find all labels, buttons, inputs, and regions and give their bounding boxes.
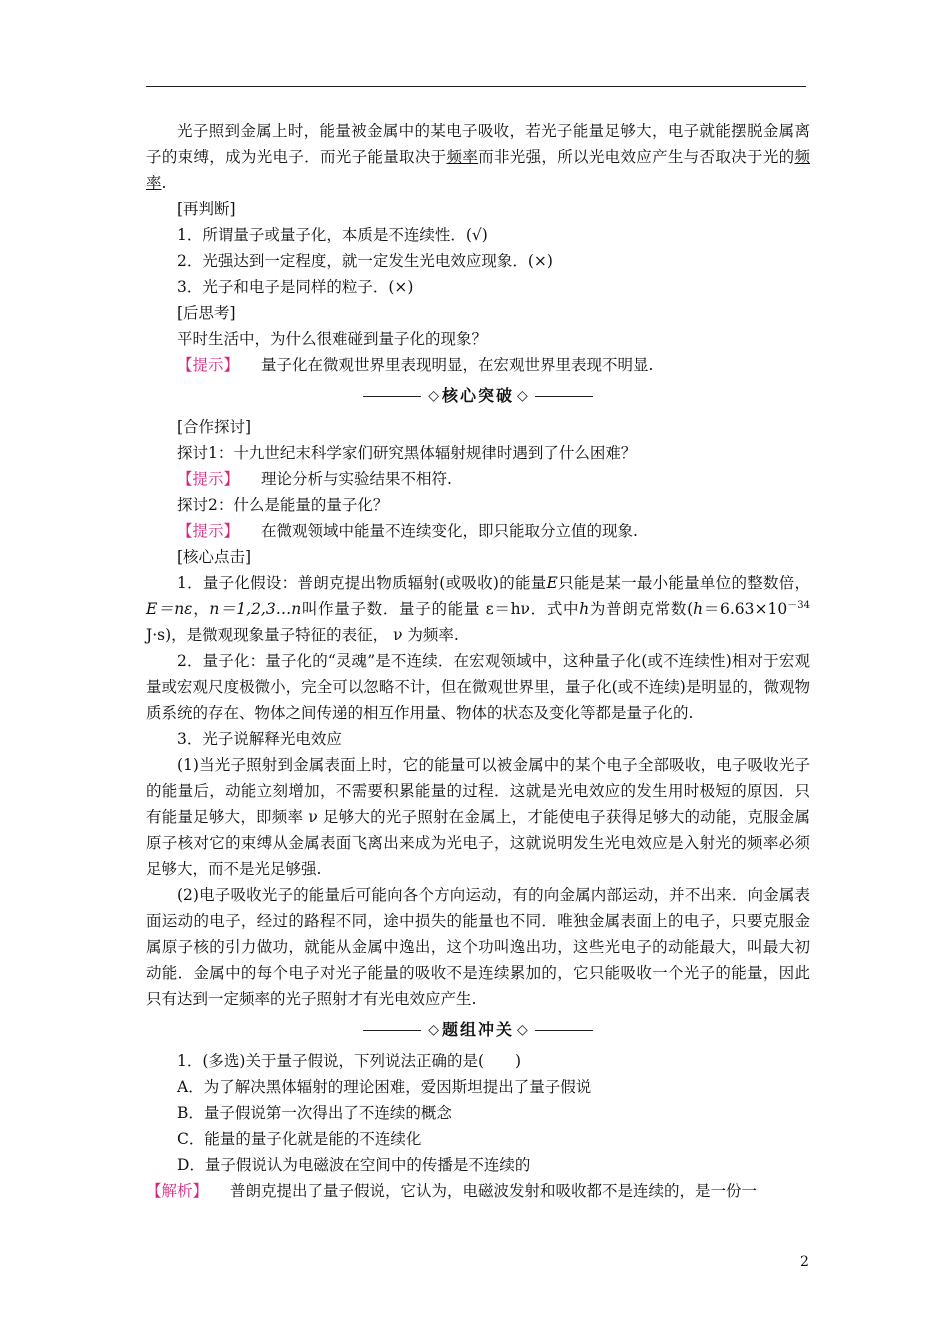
math-var: E — [546, 574, 558, 592]
math-var: h — [693, 600, 704, 618]
core-heading: [核心点击] — [177, 548, 252, 566]
text: J·s)，是微观现象量子特征的表征， ν 为频率. — [146, 626, 459, 644]
title-rule — [363, 396, 421, 397]
blank-answer: 频率 — [446, 148, 479, 166]
tip-label: 【提示】 — [177, 470, 240, 488]
tip-label: 【提示】 — [177, 522, 240, 540]
rejudge-item: 3．光子和电子是同样的粒子．(×) — [177, 278, 414, 296]
exercise-option: C．能量的量子化就是能的不连续化 — [177, 1130, 422, 1148]
section-title-exercises — [146, 1012, 810, 1048]
text: 只能是某一最小能量单位的整数倍， — [557, 574, 810, 592]
section-title-core — [146, 378, 810, 414]
rejudge-heading: [再判断] — [177, 200, 236, 218]
intro-text: 而非光强，所以光电效应产生与否取决于光的 — [478, 148, 795, 166]
rejudge-item: 1．所谓量子或量子化，本质是不连续性．(√) — [177, 226, 488, 244]
answer-analysis — [146, 1178, 810, 1204]
title-rule — [535, 1030, 593, 1031]
tip-text: 在微观领域中能量不连续变化，即只能取分立值的现象. — [261, 522, 638, 540]
intro-text: . — [161, 174, 167, 192]
text: 为普朗克常数( — [589, 600, 694, 618]
answer-label: 【解析】 — [146, 1182, 209, 1200]
header-rule — [146, 86, 806, 87]
tip-line — [146, 466, 810, 492]
page-number: 2 — [800, 1254, 809, 1270]
diamond-icon: ◇ — [428, 388, 439, 404]
core-point-2: 2．量子化：量子化的“灵魂”是不连续．在宏观领域中，这种量子化(或不连续性)相对于宏观量或宏观尺度极微小，完全可以忽略不计，但在微观世界里，量子化(或不连续)是明显的，微观物质系统的存在、物体之间传递的相互作用量、物体的状态及变化等都是量子化的. — [146, 652, 810, 722]
intro-paragraph — [146, 118, 810, 196]
discussion-question: 探讨1：十九世纪末科学家们研究黑体辐射规律时遇到了什么困难？ — [177, 444, 637, 462]
tip-label: 【提示】 — [177, 356, 240, 374]
section-title-text: 题组冲关 — [441, 1020, 514, 1039]
diamond-icon: ◇ — [517, 1022, 528, 1038]
rejudge-item: 2．光强达到一定程度，就一定发生光电效应现象．(×) — [177, 252, 553, 270]
title-rule — [363, 1030, 421, 1031]
text: 叫作量子数．量子的能量 ε＝hν．式中 — [301, 600, 580, 618]
diamond-icon: ◇ — [428, 1022, 439, 1038]
exponent: －34 — [787, 599, 810, 611]
page-content — [146, 118, 810, 1204]
math-eq: n＝1,2,3…n — [209, 600, 302, 618]
math-var: h — [579, 600, 590, 618]
core-point-3-2: (2)电子吸收光子的能量后可能向各个方向运动，有的向金属内部运动，并不出来．向金属表面运动的电子，经过的路程不同，途中损失的能量也不同．唯独金属表面上的电子，只要克服金属原子核的引力做功，就能从金属中逸出，这个功叫逸出功，这些光电子的动能最大，叫最大初动能．金属中的每个电子对光子能量的吸收不是连续累加的，它只能吸收一个光子的能量，因此只有达到一定频率的光子照射才有光电效应产生. — [146, 886, 810, 1008]
tip-line — [146, 518, 810, 544]
tip-text: 量子化在微观世界里表现明显，在宏观世界里表现不明显. — [261, 356, 654, 374]
section-title-text: 核心突破 — [441, 386, 514, 405]
afterthought-question: 平时生活中，为什么很难碰到量子化的现象？ — [177, 330, 488, 348]
core-point-1 — [146, 570, 810, 648]
core-point-3-1: (1)当光子照射到金属表面上时，它的能量可以被金属中的某个电子全部吸收，电子吸收光子的能量后，动能立刻增加，不需要积累能量的过程．这就是光电效应的发生用时极短的原因．只有能量足够大，即频率 ν 足够大的光子照射在金属上，才能使电子获得足够大的动能，克服金属原子核对它的束缚从金属表面飞离出来成为光电子，这就说明发生光电效应是入射光的频率必须足够大，而不是光足够强. — [146, 756, 810, 878]
exercise-option: A．为了解决黑体辐射的理论困难，爱因斯坦提出了量子假说 — [177, 1078, 592, 1096]
tip-line — [146, 352, 810, 378]
afterthought-heading: [后思考] — [177, 304, 236, 322]
tip-text: 理论分析与实验结果不相符. — [261, 470, 452, 488]
title-rule — [535, 396, 593, 397]
intro-text: 光子照到金属上时，能量被金属中的某电子吸收，若光子能量足够大，电子就能摆脱金属离子的束缚，成为光电子．而光子能量取决于 — [146, 122, 810, 166]
blank-answer: 频率 — [146, 148, 810, 192]
exercise-option: D．量子假说认为电磁波在空间中的传播是不连续的 — [177, 1156, 531, 1174]
math-eq: E＝nε — [146, 600, 193, 618]
discussion-question: 探讨2：什么是能量的量子化？ — [177, 496, 389, 514]
cooperation-heading: [合作探讨] — [177, 418, 252, 436]
text: ＝6.63×10 — [703, 600, 788, 618]
core-point-3: 3．光子说解释光电效应 — [177, 730, 342, 748]
answer-text: 普朗克提出了量子假说，它认为，电磁波发射和吸收都不是连续的，是一份一 — [230, 1182, 758, 1200]
text: ， — [192, 600, 210, 618]
exercise-option: B．量子假说第一次得出了不连续的概念 — [177, 1104, 452, 1122]
diamond-icon: ◇ — [517, 388, 528, 404]
text: 1．量子化假设：普朗克提出物质辐射(或吸收)的能量 — [177, 574, 547, 592]
exercise-question: 1．(多选)关于量子假说，下列说法正确的是( ) — [177, 1052, 522, 1070]
